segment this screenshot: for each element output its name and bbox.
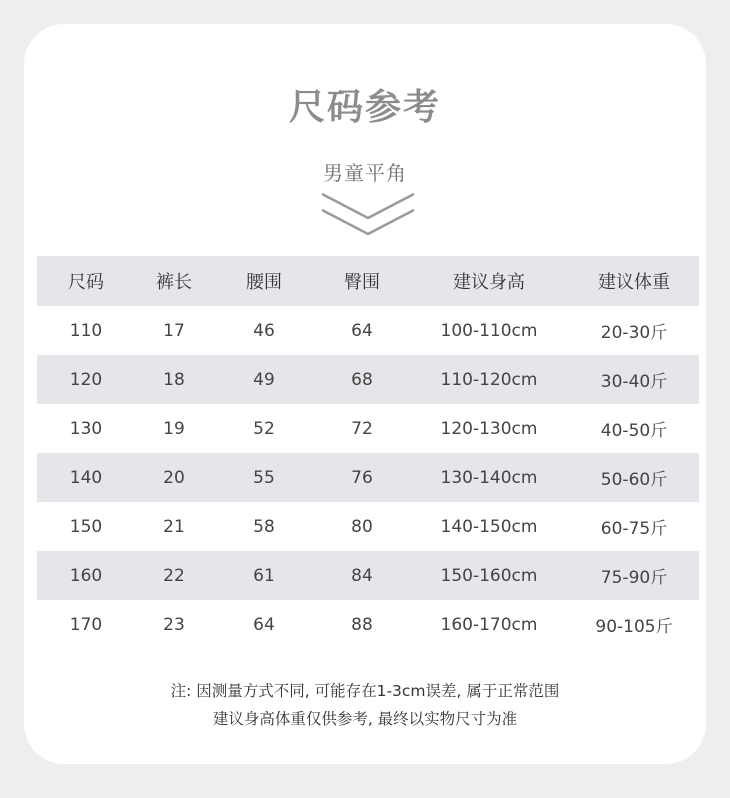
cell-size: 160 <box>69 565 103 586</box>
cell-height: 130-140cm <box>440 467 538 488</box>
cell-waist: 61 <box>253 565 275 586</box>
table-row <box>37 355 699 404</box>
cell-size: 130 <box>69 418 103 439</box>
header-hip: 臀围 <box>344 272 380 293</box>
header-size: 尺码 <box>68 272 104 293</box>
cell-weight: 50-60斤 <box>600 470 668 490</box>
cell-weight: 90-105斤 <box>595 617 673 637</box>
cell-size: 170 <box>69 614 103 635</box>
cell-weight: 60-75斤 <box>600 519 668 539</box>
cell-waist: 58 <box>253 516 275 537</box>
cell-weight: 75-90斤 <box>600 568 668 588</box>
cell-hip: 76 <box>351 467 373 488</box>
note-reference-only: 建议身高体重仅供参考, 最终以实物尺寸为准 <box>212 710 518 728</box>
table-row <box>37 404 699 453</box>
cell-hip: 72 <box>351 418 373 439</box>
cell-height: 150-160cm <box>440 565 538 586</box>
cell-waist: 49 <box>253 369 275 390</box>
table-row <box>37 453 699 502</box>
page-title: 尺码参考 <box>288 87 441 128</box>
cell-hip: 84 <box>351 565 373 586</box>
cell-weight: 30-40斤 <box>600 372 668 392</box>
cell-length: 19 <box>163 418 185 439</box>
cell-weight: 20-30斤 <box>600 323 668 343</box>
cell-length: 21 <box>163 516 185 537</box>
cell-height: 120-130cm <box>440 418 538 439</box>
header-height: 建议身高 <box>453 272 525 293</box>
header-weight: 建议体重 <box>598 272 670 293</box>
cell-height: 110-120cm <box>440 369 538 390</box>
cell-size: 140 <box>69 467 103 488</box>
table-row <box>37 600 699 649</box>
cell-waist: 46 <box>253 320 275 341</box>
cell-size: 150 <box>69 516 103 537</box>
cell-hip: 64 <box>351 320 373 341</box>
header-length: 裤长 <box>156 272 192 293</box>
size-table <box>37 256 699 649</box>
cell-hip: 88 <box>351 614 373 635</box>
page-subtitle: 男童平角 <box>323 161 407 185</box>
cell-length: 18 <box>163 369 185 390</box>
cell-length: 17 <box>163 320 185 341</box>
cell-height: 160-170cm <box>440 614 538 635</box>
cell-size: 120 <box>69 369 103 390</box>
cell-waist: 55 <box>253 467 275 488</box>
table-row <box>37 502 699 551</box>
cell-height: 100-110cm <box>440 320 538 341</box>
cell-height: 140-150cm <box>440 516 538 537</box>
cell-waist: 52 <box>253 418 275 439</box>
header-waist: 腰围 <box>246 272 282 293</box>
table-header-row <box>37 256 699 306</box>
cell-hip: 80 <box>351 516 373 537</box>
note-measurement-error: 注: 因测量方式不同, 可能存在1-3cm误差, 属于正常范围 <box>170 682 560 700</box>
table-row <box>37 551 699 600</box>
double-chevron-down-icon <box>318 190 418 240</box>
cell-waist: 64 <box>253 614 275 635</box>
cell-size: 110 <box>69 320 103 341</box>
table-row <box>37 306 699 355</box>
cell-hip: 68 <box>351 369 373 390</box>
cell-length: 20 <box>163 467 185 488</box>
cell-weight: 40-50斤 <box>600 421 668 441</box>
cell-length: 23 <box>163 614 185 635</box>
cell-length: 22 <box>163 565 185 586</box>
